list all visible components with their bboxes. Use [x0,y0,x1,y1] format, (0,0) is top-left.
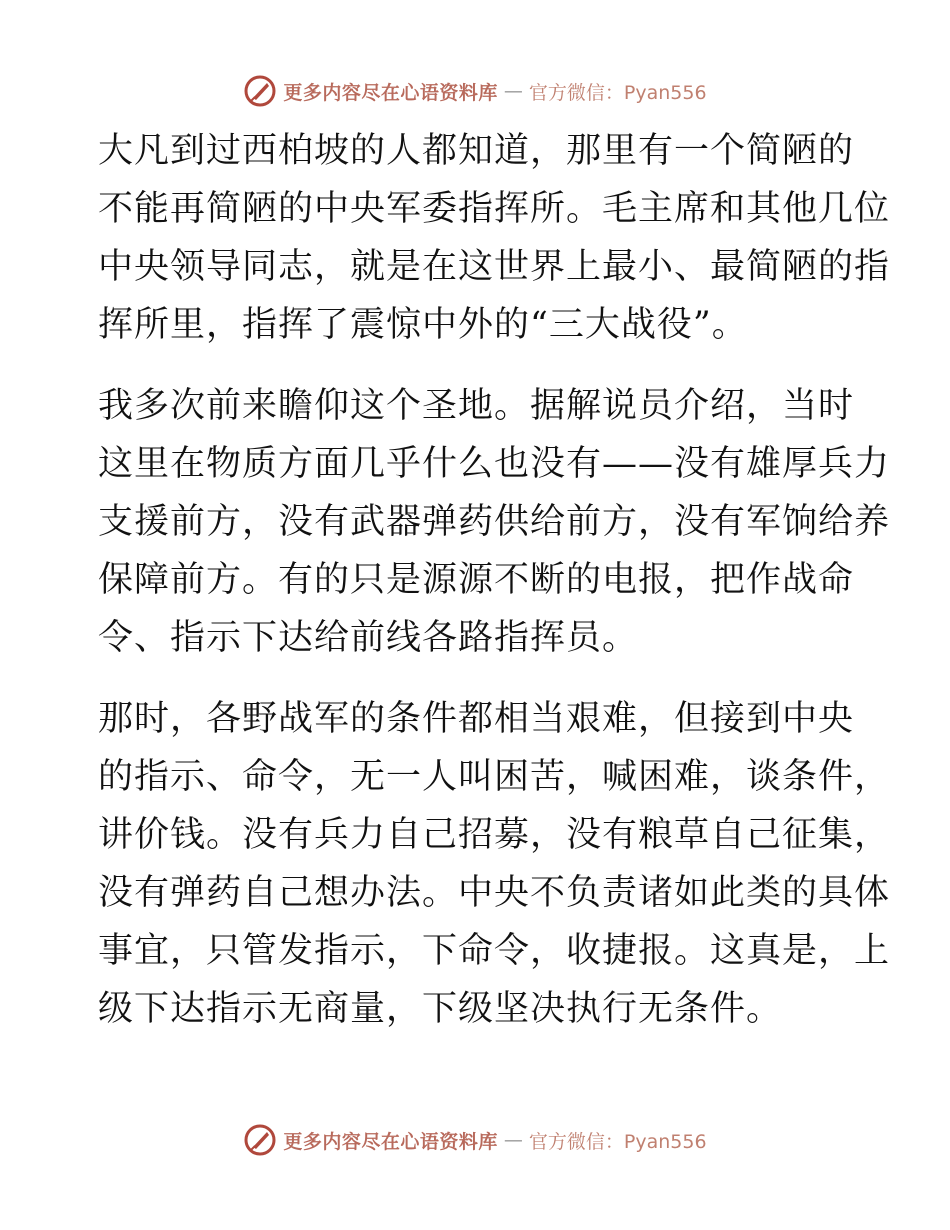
paragraph-3 [98,690,891,1038]
text-line: 令、指示下达给前线各路指挥员。 [98,618,639,658]
text-line: 级下达指示无商量，下级坚决执行无条件。 [98,989,783,1029]
text-line: 保障前方。有的只是源源不断的电报，把作战命 [98,560,855,600]
footer-contact-text: 官方微信：Pyan556 [528,1130,707,1153]
quill-seal-icon [243,1123,277,1157]
text-line: 没有弹药自己想办法。中央不负责诸如此类的具体 [98,873,891,913]
text-line: 中央领导同志，就是在这世界上最小、最简陋的指 [98,247,891,287]
header-contact-text: 官方微信：Pyan556 [528,81,707,104]
footer-banner [0,1120,950,1160]
text-line: 大凡到过西柏坡的人都知道，那里有一个简陋的 [98,131,855,171]
text-line: 那时，各野战军的条件都相当艰难，但接到中央 [98,699,855,739]
document-body [98,122,891,1061]
paragraph-2 [98,377,891,667]
text-line: 挥所里，指挥了震惊中外的“三大战役”。 [98,305,748,345]
paragraph-1 [98,122,891,354]
text-line: 支援前方，没有武器弹药供给前方，没有军饷给养 [98,502,891,542]
footer-separator: — [503,1129,523,1151]
footer-site-text: 更多内容尽在心语资料库 [283,1130,498,1153]
header-banner [0,71,950,111]
header-site-text: 更多内容尽在心语资料库 [283,81,498,104]
text-line: 我多次前来瞻仰这个圣地。据解说员介绍，当时 [98,386,855,426]
header-separator: — [503,80,523,102]
text-line: 讲价钱。没有兵力自己招募，没有粮草自己征集， [98,815,891,855]
text-line: 不能再简陋的中央军委指挥所。毛主席和其他几位 [98,189,891,229]
quill-seal-icon [243,74,277,108]
text-line: 事宜，只管发指示，下命令，收捷报。这真是，上 [98,931,891,971]
text-line: 的指示、命令，无一人叫困苦，喊困难，谈条件， [98,757,891,797]
text-line: 这里在物质方面几乎什么也没有——没有雄厚兵力 [98,444,891,484]
